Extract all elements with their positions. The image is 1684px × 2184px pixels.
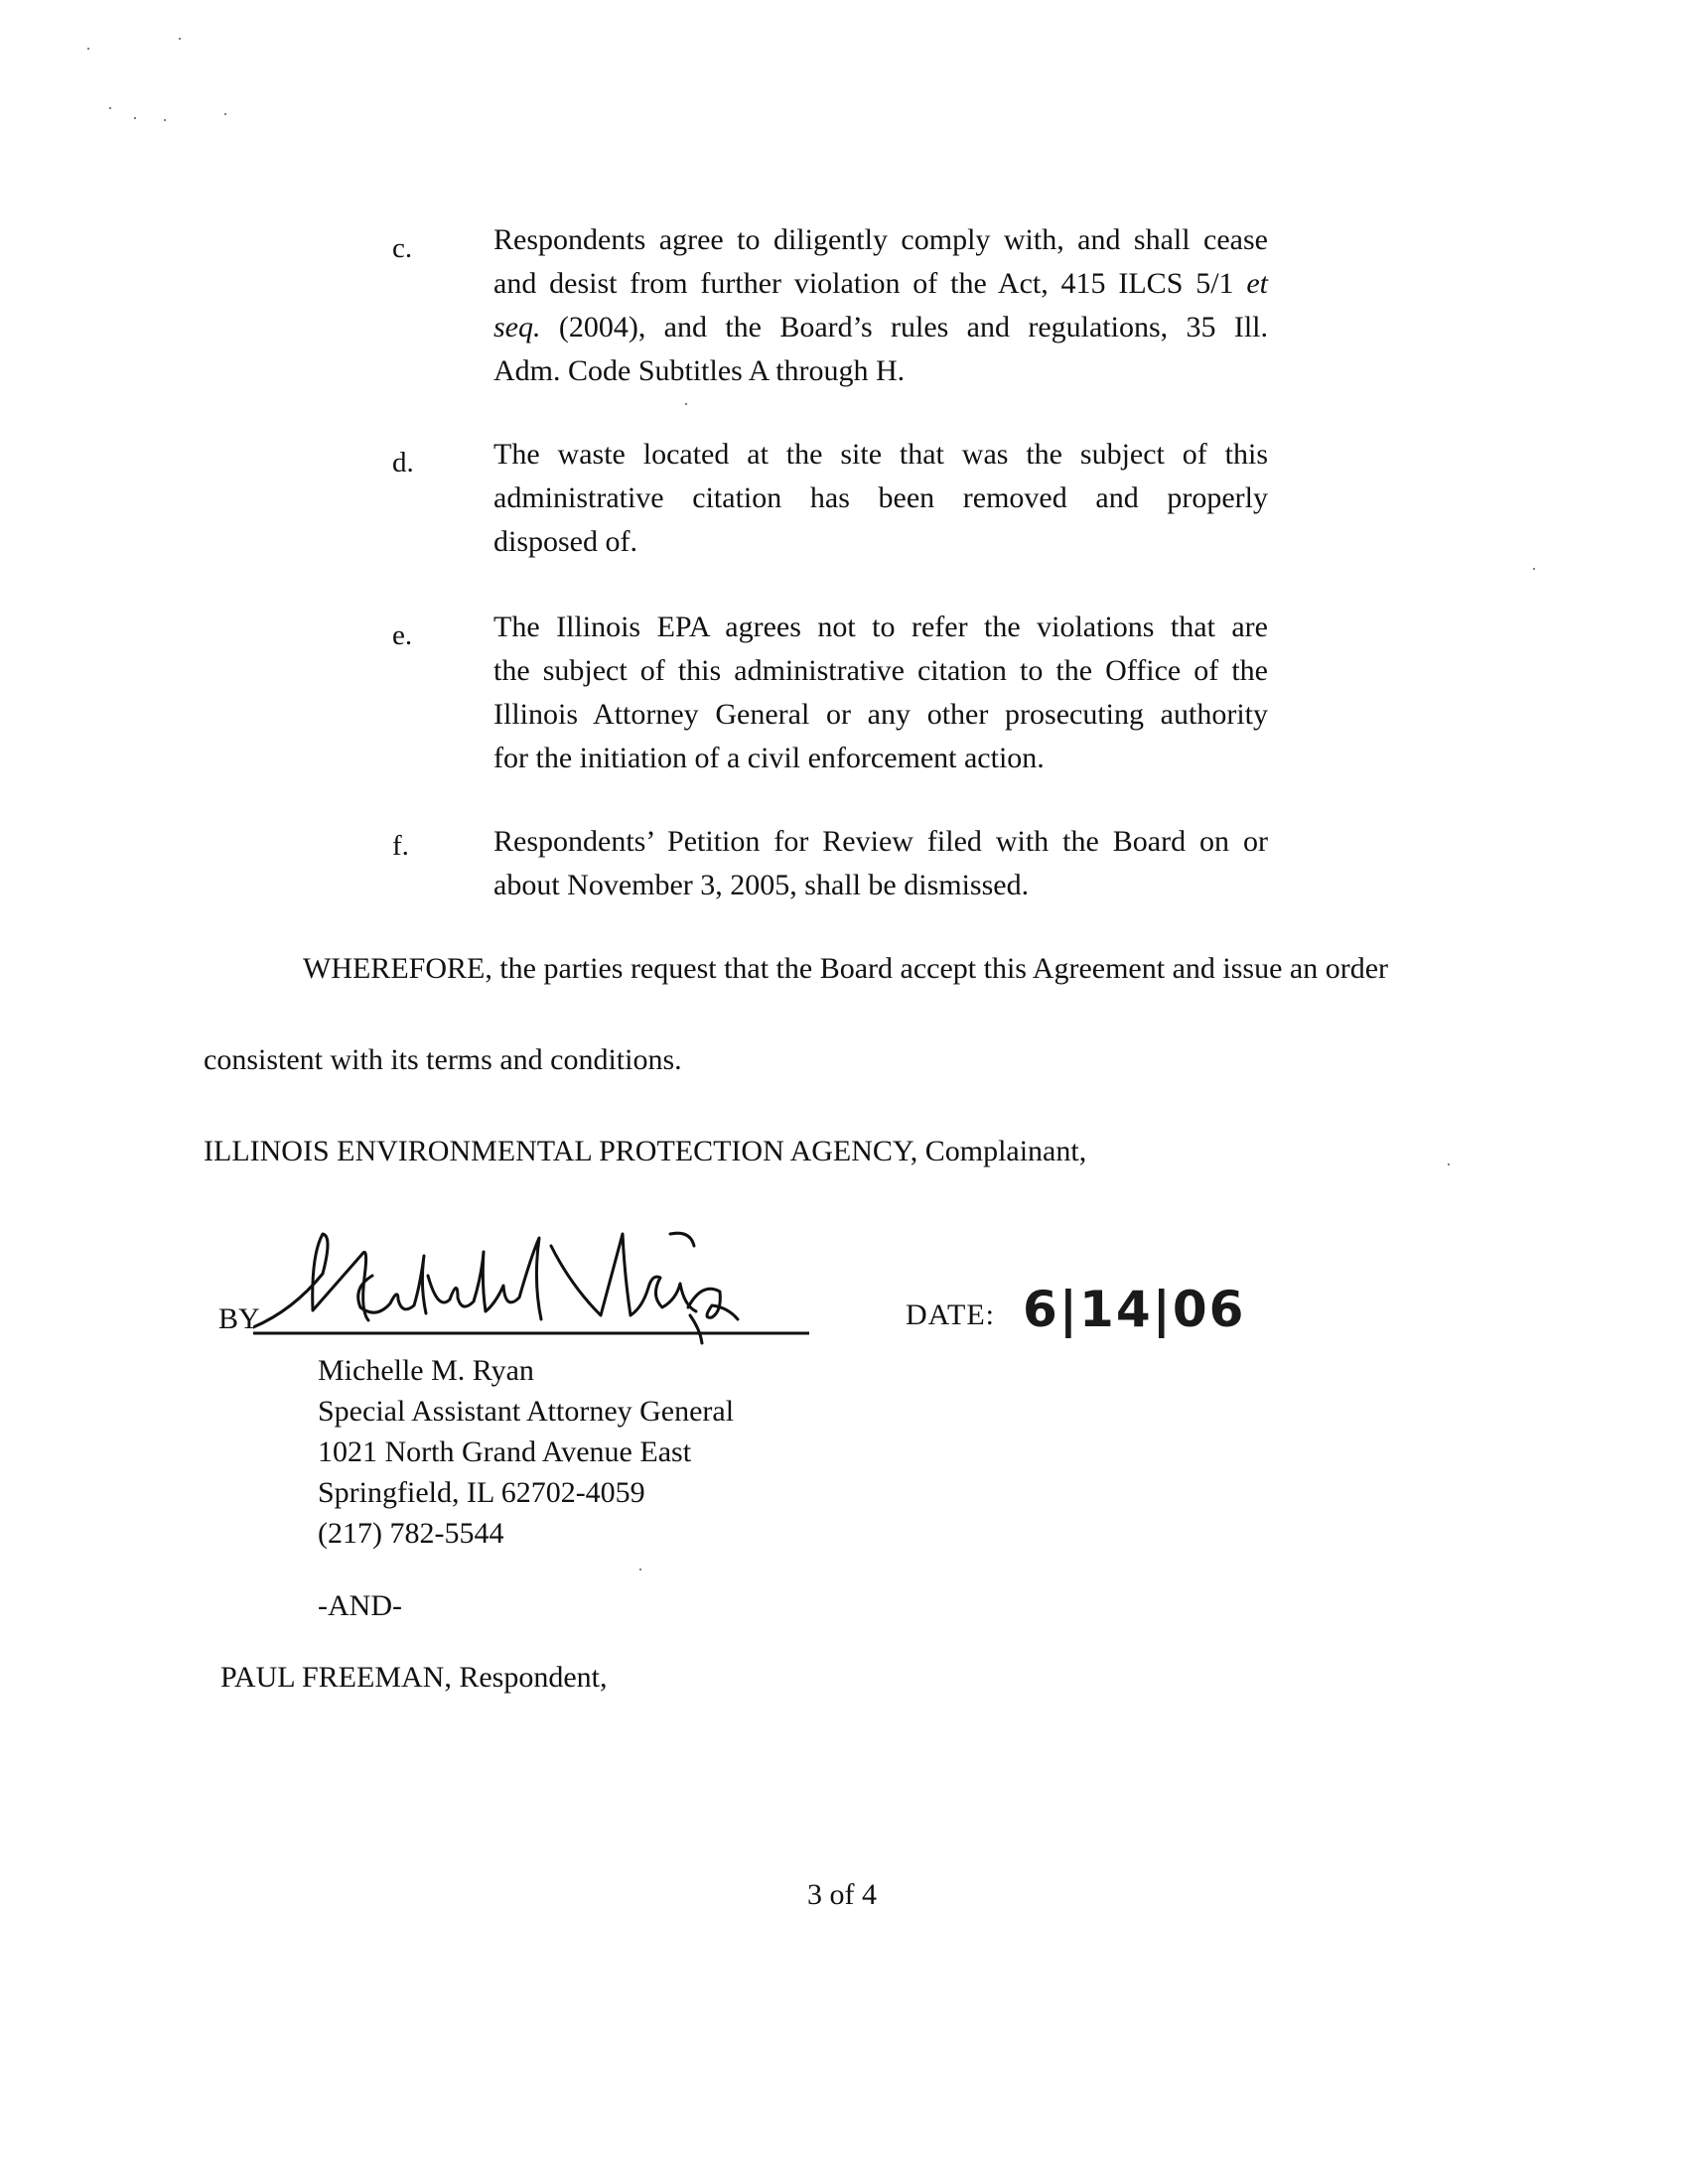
list-item-letter: f.: [392, 830, 409, 862]
text-line: The Illinois EPA agrees not to refer the violations that are: [493, 611, 1268, 643]
signer-address-line-2: Springfield, IL 62702-4059: [318, 1476, 645, 1509]
scan-speck: [179, 38, 181, 40]
scan-speck: [1533, 568, 1535, 570]
by-label: BY: [218, 1302, 260, 1335]
text-line: for the initiation of a civil enforcement action.: [493, 742, 1045, 774]
list-item-text: [493, 820, 1268, 907]
text-line: the subject of this administrative citation to the Office of the: [493, 654, 1268, 687]
text-line: Respondents agree to diligently comply with, and shall cease: [493, 223, 1268, 256]
list-item-text: [493, 433, 1268, 564]
page-number: 3 of 4: [807, 1878, 877, 1911]
signer-address-line-1: 1021 North Grand Avenue East: [318, 1435, 692, 1468]
handwritten-signature: [253, 1216, 809, 1350]
scan-speck: [164, 119, 166, 121]
text-line: administrative citation has been removed and properly: [493, 481, 1268, 514]
scan-speck: [134, 117, 136, 119]
wherefore-line-1: WHEREFORE, the parties request that the Board accept this Agreement and issue an order: [303, 952, 1389, 985]
date-label: DATE:: [906, 1298, 995, 1331]
signer-phone: (217) 782-5544: [318, 1517, 504, 1550]
text-line: about November 3, 2005, shall be dismissed.: [493, 869, 1030, 901]
scan-speck: [224, 113, 226, 115]
signature-graphic: [253, 1216, 809, 1345]
wherefore-line-2: consistent with its terms and conditions.: [204, 1043, 682, 1076]
scan-speck: [685, 403, 687, 405]
date-value: 6|14|06: [1023, 1281, 1246, 1338]
list-item-letter: c.: [392, 232, 413, 264]
scan-speck: [1448, 1163, 1450, 1165]
text-line: Illinois Attorney General or any other prosecuting authority: [493, 698, 1268, 731]
list-item-text: [493, 218, 1268, 393]
scan-speck: [109, 107, 111, 109]
list-item-letter: d.: [392, 447, 414, 478]
complainant-heading: ILLINOIS ENVIRONMENTAL PROTECTION AGENCY, Complainant,: [204, 1135, 1087, 1167]
list-item-letter: e.: [392, 619, 413, 651]
text-line: and desist from further violation of the Act, 415 ILCS 5/1 et: [493, 267, 1268, 300]
text-line: Respondents’ Petition for Review filed with the Board on or: [493, 825, 1268, 858]
text-line: Adm. Code Subtitles A through H.: [493, 354, 906, 387]
scan-speck: [87, 48, 89, 50]
scan-speck: [639, 1569, 641, 1570]
signer-name: Michelle M. Ryan: [318, 1354, 534, 1387]
signer-title: Special Assistant Attorney General: [318, 1395, 735, 1428]
respondent-heading: PAUL FREEMAN, Respondent,: [220, 1661, 608, 1694]
signer-block: [318, 1350, 734, 1554]
text-line: disposed of.: [493, 525, 637, 558]
text-line: The waste located at the site that was the subject of this: [493, 438, 1268, 471]
list-item-text: [493, 606, 1268, 780]
text-line: seq. (2004), and the Board’s rules and regulations, 35 Ill.: [493, 311, 1268, 343]
and-separator: -AND-: [318, 1589, 402, 1622]
